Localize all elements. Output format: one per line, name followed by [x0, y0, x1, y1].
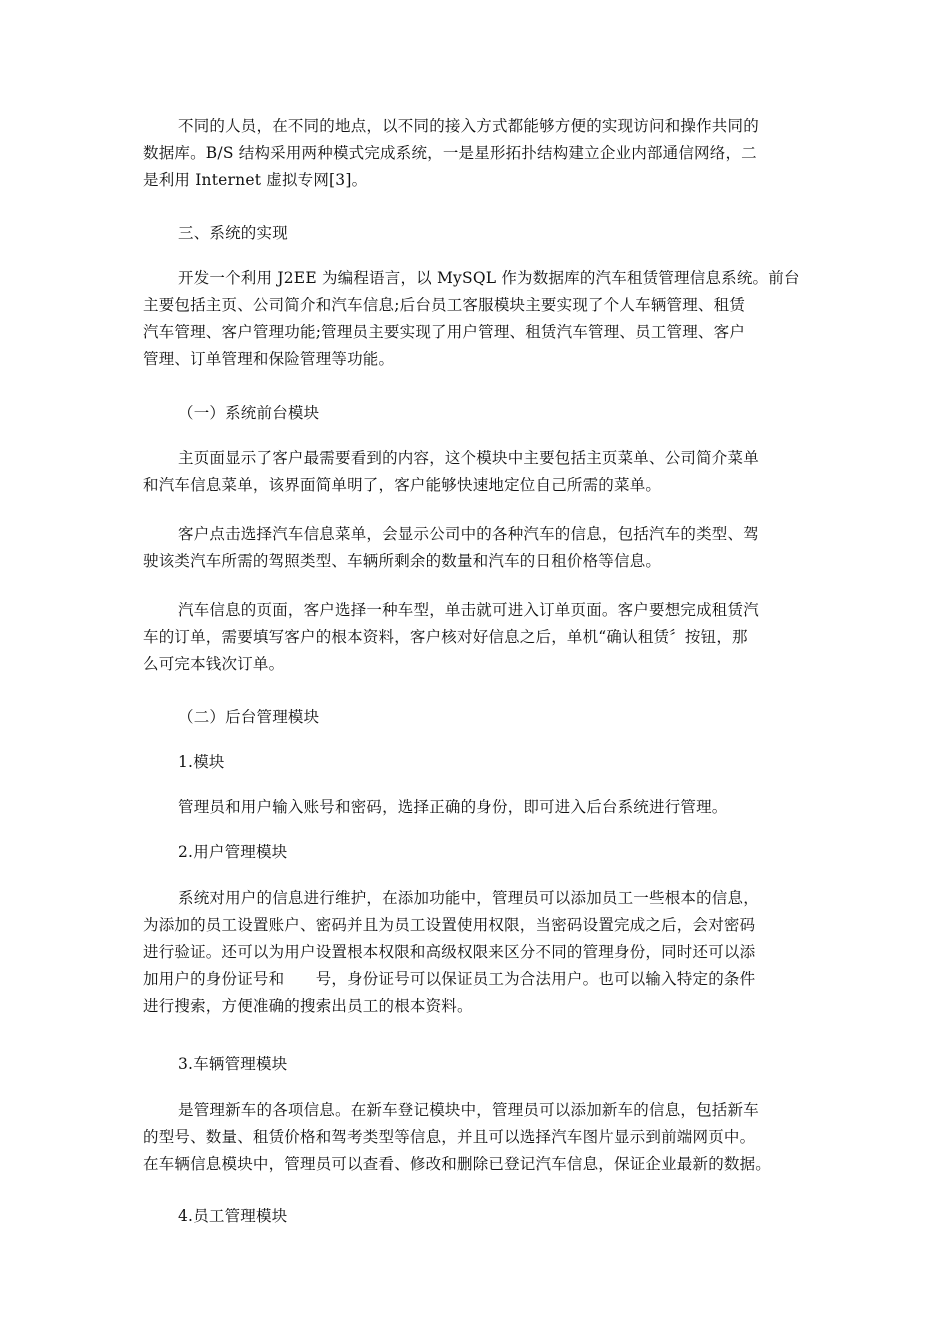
text-line: 汽车信息的页面，客户选择一种车型，单击就可进入订单页面。客户要想完成租赁汽 — [178, 601, 759, 619]
subsection-heading-frontend — [143, 400, 808, 427]
text-line: 管理、订单管理和保险管理等功能。 — [143, 350, 395, 368]
module-heading-3 — [143, 1051, 808, 1078]
text-line: 系统对用户的信息进行维护，在添加功能中，管理员可以添加员工一些根本的信息， — [178, 889, 759, 907]
paragraph-order-page — [143, 597, 808, 678]
heading-text: 三、系统的实现 — [178, 224, 288, 242]
text-line: 不同的人员，在不同的地点，以不同的接入方式都能够方便的实现访问和操作共同的 — [178, 117, 759, 135]
heading-text: 4.员工管理模块 — [178, 1207, 288, 1225]
text-line: 进行验证。还可以为用户设置根本权限和高级权限来区分不同的管理身份，同时还可以添 — [143, 943, 756, 961]
paragraph-homepage — [143, 445, 808, 499]
text-line: 是利用 Internet 虚拟专网[3]。 — [143, 171, 368, 189]
text-line: 的型号、数量、租赁价格和驾考类型等信息，并且可以选择汽车图片显示到前端网页中。 — [143, 1128, 756, 1146]
heading-text: （一）系统前台模块 — [178, 404, 320, 422]
paragraph-system-overview — [143, 265, 808, 373]
section-heading-system-implementation — [143, 220, 808, 247]
module-heading-2 — [143, 839, 808, 866]
paragraph-login — [143, 794, 808, 821]
text-line: 车的订单，需要填写客户的根本资料，客户核对好信息之后，单机“确认租赁〞按钮，那 — [143, 628, 748, 646]
module-heading-4 — [143, 1203, 808, 1230]
heading-text: 1.模块 — [178, 753, 225, 771]
heading-text: （二）后台管理模块 — [178, 708, 320, 726]
text-line: 为添加的员工设置账户、密码并且为员工设置使用权限，当密码设置完成之后，会对密码 — [143, 916, 756, 934]
text-line: 是管理新车的各项信息。在新车登记模块中，管理员可以添加新车的信息，包括新车 — [178, 1101, 759, 1119]
text-line: 开发一个利用 J2EE 为编程语言，以 MySQL 作为数据库的汽车租赁管理信息系统。前台 — [178, 269, 800, 287]
text-line: 和汽车信息菜单，该界面简单明了，客户能够快速地定位自己所需的菜单。 — [143, 476, 662, 494]
text-line: 主要包括主页、公司简介和汽车信息;后台员工客服模块主要实现了个人车辆管理、租赁 — [143, 296, 746, 314]
text-line: 在车辆信息模块中，管理员可以查看、修改和删除已登记汽车信息，保证企业最新的数据。 — [143, 1155, 772, 1173]
subsection-heading-backend — [143, 704, 808, 731]
text-line: 加用户的身份证号和 号，身份证号可以保证员工为合法用户。也可以输入特定的条件 — [143, 970, 756, 988]
paragraph-user-management — [143, 885, 808, 1020]
text-line: 客户点击选择汽车信息菜单，会显示公司中的各种汽车的信息，包括汽车的类型、驾 — [178, 525, 759, 543]
text-line: 数据库。B/S 结构采用两种模式完成系统，一是星形拓扑结构建立企业内部通信网络，二 — [143, 144, 757, 162]
text-line: 驶该类汽车所需的驾照类型、车辆所剩余的数量和汽车的日租价格等信息。 — [143, 552, 662, 570]
module-heading-1 — [143, 749, 808, 776]
text-line: 汽车管理、客户管理功能;管理员主要实现了用户管理、租赁汽车管理、员工管理、客户 — [143, 323, 746, 341]
text-line: 么可完本钱次订单。 — [143, 655, 285, 673]
paragraph-vehicle-management — [143, 1097, 808, 1178]
paragraph-bs-structure — [143, 113, 808, 194]
text-line: 主页面显示了客户最需要看到的内容，这个模块中主要包括主页菜单、公司简介菜单 — [178, 449, 759, 467]
text-line: 进行搜索，方便准确的搜索出员工的根本资料。 — [143, 997, 473, 1015]
paragraph-car-info-menu — [143, 521, 808, 575]
heading-text: 2.用户管理模块 — [178, 843, 288, 861]
heading-text: 3.车辆管理模块 — [178, 1055, 288, 1073]
text-line: 管理员和用户输入账号和密码，选择正确的身份，即可进入后台系统进行管理。 — [178, 798, 728, 816]
